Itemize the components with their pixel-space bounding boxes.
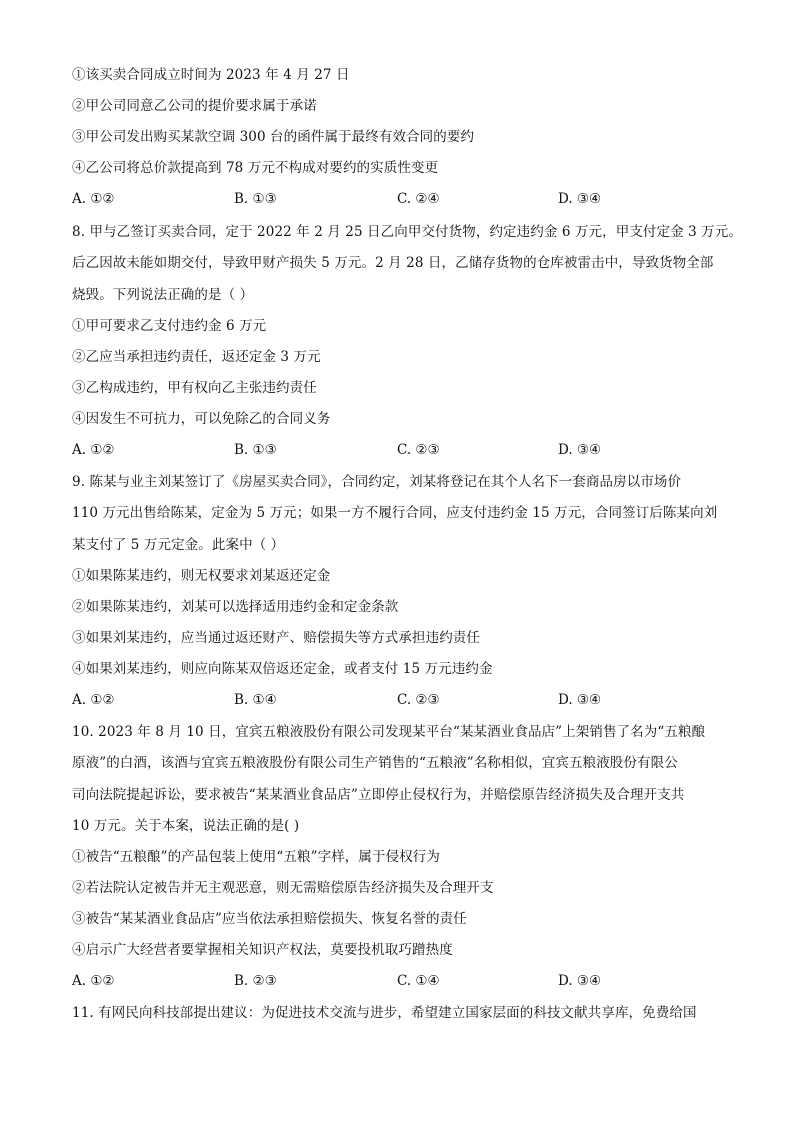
q7-statement-1: ①该买卖合同成立时间为 2023 年 4 月 27 日 [72, 67, 350, 83]
q8-option-d: D. ③④ [558, 442, 602, 458]
q8-statement-1: ①甲可要求乙支付违约金 6 万元 [72, 318, 267, 334]
q7-statement-3: ③甲公司发出购买某款空调 300 台的函件属于最终有效合同的要约 [72, 129, 475, 145]
q8-option-c: C. ②③ [397, 442, 440, 458]
q8-stem-line-3: 烧毁。下列说法正确的是（ ） [72, 287, 254, 303]
q8-options [72, 441, 732, 459]
q10-statement-2: ②若法院认定被告并无主观恶意，则无需赔偿原告经济损失及合理开支 [72, 880, 494, 896]
q10-options [72, 972, 732, 990]
q10-option-a: A. ①② [72, 973, 115, 989]
q10-statement-3: ③被告“某某酒业食品店”应当依法承担赔偿损失、恢复名誉的责任 [72, 911, 467, 927]
q9-options [72, 691, 732, 709]
q10-option-b: B. ②③ [234, 973, 277, 989]
q7-option-a: A. ①② [72, 191, 115, 207]
q10-stem-line-4: 10 万元。关于本案，说法正确的是( ) [72, 818, 300, 834]
q8-statement-4: ④因发生不可抗力，可以免除乙的合同义务 [72, 411, 331, 427]
q9-statement-1: ①如果陈某违约，则无权要求刘某返还定金 [72, 568, 331, 584]
q9-statement-3: ③如果刘某违约，应当通过返还财产、赔偿损失等方式承担违约责任 [72, 630, 480, 646]
q7-statement-4: ④乙公司将总价款提高到 78 万元不构成对要约的实质性变更 [72, 160, 439, 176]
q7-option-c: C. ②④ [397, 191, 440, 207]
q10-option-d: D. ③④ [558, 973, 602, 989]
q8-option-b: B. ①③ [234, 442, 277, 458]
q9-statement-2: ②如果陈某违约，刘某可以选择适用违约金和定金条款 [72, 599, 399, 615]
q7-options [72, 190, 732, 208]
q7-option-d: D. ③④ [558, 191, 602, 207]
q9-option-b: B. ①④ [234, 692, 277, 708]
q7-option-b: B. ①③ [234, 191, 277, 207]
q10-stem-line-1: 10. 2023 年 8 月 10 日，宜宾五粮液股份有限公司发现某平台“某某酒业食品店”上架销售了名为“五粮酿 [72, 724, 706, 740]
q9-stem-line-1: 9. 陈某与业主刘某签订了《房屋买卖合同》，合同约定，刘某将登记在其个人名下一套商品房以市场价 [72, 474, 682, 490]
q9-option-d: D. ③④ [558, 692, 602, 708]
q7-statement-2: ②甲公司同意乙公司的提价要求属于承诺 [72, 98, 317, 114]
q8-statement-3: ③乙构成违约，甲有权向乙主张违约责任 [72, 380, 317, 396]
q10-statement-1: ①被告“五粮酿”的产品包装上使用“五粮”字样，属于侵权行为 [72, 849, 441, 865]
q11-stem-line-1: 11. 有网民向科技部提出建议：为促进技术交流与进步，希望建立国家层面的科技文献共享库，免费给国 [72, 1005, 697, 1021]
q8-stem-line-2: 后乙因故未能如期交付，导致甲财产损失 5 万元。2 月 28 日，乙储存货物的仓库被雷击中，导致货物全部 [72, 255, 714, 271]
q8-statement-2: ②乙应当承担违约责任，返还定金 3 万元 [72, 349, 321, 365]
q9-option-a: A. ①② [72, 692, 115, 708]
q10-stem-line-2: 原液”的白酒，该酒与宜宾五粮液股份有限公司生产销售的“五粮液”名称相似，宜宾五粮液股份有限公 [72, 755, 678, 771]
q9-stem-line-2: 110 万元出售给陈某，定金为 5 万元；如果一方不履行合同，应支付违约金 15 万元，合同签订后陈某向刘 [72, 505, 718, 521]
q10-stem-line-3: 司向法院提起诉讼，要求被告“某某酒业食品店”立即停止侵权行为，并赔偿原告经济损失及合理开支共 [72, 787, 685, 803]
q9-statement-4: ④如果刘某违约，则应向陈某双倍返还定金，或者支付 15 万元违约金 [72, 661, 493, 677]
q8-option-a: A. ①② [72, 442, 115, 458]
q9-option-c: C. ②③ [397, 692, 440, 708]
q10-statement-4: ④启示广大经营者要掌握相关知识产权法，莫要投机取巧蹭热度 [72, 942, 453, 958]
q8-stem-line-1: 8. 甲与乙签订买卖合同，定于 2022 年 2 月 25 日乙向甲交付货物，约定违约金 6 万元，甲支付定金 3 万元。 [72, 224, 742, 240]
q9-stem-line-3: 某支付了 5 万元定金。此案中（ ） [72, 537, 285, 553]
q10-option-c: C. ①④ [397, 973, 440, 989]
